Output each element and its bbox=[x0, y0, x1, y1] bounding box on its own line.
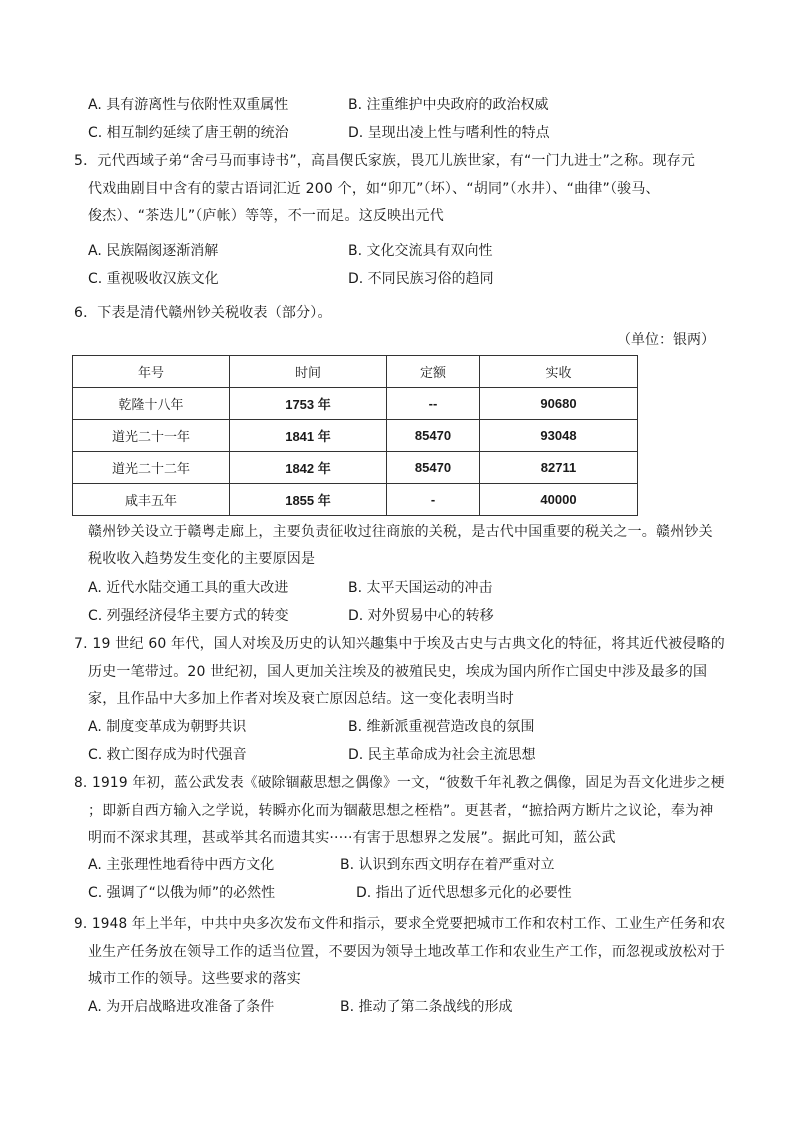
q5-option-a: A. 民族隔阂逐渐消解 bbox=[88, 243, 219, 259]
q8-option-a: A. 主张理性地看待中西方文化 bbox=[88, 857, 275, 873]
q7-stem-line1: 7. 19 世纪 60 年代，国人对埃及历史的认知兴趣集中于埃及古史与古典文化的特征，将其近代被侵略的 bbox=[74, 636, 725, 652]
q6-after-line1: 赣州钞关设立于赣粤走廊上，主要负责征收过往商旅的关税，是古代中国重要的税关之一。赣州钞关 bbox=[88, 524, 713, 540]
q6-option-a: A. 近代水陆交通工具的重大改进 bbox=[88, 580, 289, 596]
q6-unit-label: （单位：银两） bbox=[617, 332, 715, 348]
table-cell-era: 道光二十一年 bbox=[73, 420, 230, 452]
table-header-cell: 定额 bbox=[387, 356, 480, 388]
table-cell-actual: 40000 bbox=[480, 484, 638, 516]
table-row bbox=[73, 388, 638, 420]
q9-option-a: A. 为开启战略进攻准备了条件 bbox=[88, 999, 275, 1015]
table-cell-quota: 85470 bbox=[387, 452, 480, 484]
table-header-row bbox=[73, 356, 638, 388]
q9-option-b: B. 推动了第二条战线的形成 bbox=[340, 999, 513, 1015]
q7-stem-line2: 历史一笔带过。20 世纪初，国人更加关注埃及的被殖民史，埃成为国内所作亡国史中涉及最多的国 bbox=[88, 664, 708, 680]
table-row bbox=[73, 452, 638, 484]
table-cell-era: 道光二十二年 bbox=[73, 452, 230, 484]
q6-option-d: D. 对外贸易中心的转移 bbox=[348, 608, 494, 624]
table-header-cell: 实收 bbox=[480, 356, 638, 388]
q4-option-a: A. 具有游离性与依附性双重属性 bbox=[88, 97, 289, 113]
table-row bbox=[73, 420, 638, 452]
table-cell-year: 1855 年 bbox=[230, 484, 387, 516]
table-cell-quota: - bbox=[387, 484, 480, 516]
table-cell-actual: 90680 bbox=[480, 388, 638, 420]
q4-option-c: C. 相互制约延续了唐王朝的统治 bbox=[88, 125, 289, 141]
q6-option-c: C. 列强经济侵华主要方式的转变 bbox=[88, 608, 289, 624]
q7-stem-line3: 家，且作品中大多加上作者对埃及衰亡原因总结。这一变化表明当时 bbox=[88, 691, 514, 707]
q5-stem-line1: 5．元代西域子弟“舍弓马而事诗书”，高昌偰氏家族，畏兀儿族世家，有“一门九进士”之称。现存元 bbox=[74, 153, 696, 169]
q4-option-b: B. 注重维护中央政府的政治权威 bbox=[348, 97, 549, 113]
table-cell-quota: -- bbox=[387, 388, 480, 420]
table-row bbox=[73, 484, 638, 516]
q5-stem-line2: 代戏曲剧目中含有的蒙古语词汇近 200 个，如“卯兀”（坏）、“胡同”（水井）、“曲律”（骏马、 bbox=[88, 181, 660, 197]
q9-stem-line1: 9. 1948 年上半年，中共中央多次发布文件和指示，要求全党要把城市工作和农村工作、工业生产任务和农 bbox=[74, 916, 726, 932]
table-cell-year: 1841 年 bbox=[230, 420, 387, 452]
table-cell-year: 1842 年 bbox=[230, 452, 387, 484]
q7-option-d: D. 民主革命成为社会主流思想 bbox=[348, 747, 536, 763]
q5-stem-line3: 俊杰）、“茶迭儿”（庐帐）等等，不一而足。这反映出元代 bbox=[88, 208, 444, 224]
table-cell-actual: 82711 bbox=[480, 452, 638, 484]
q5-option-d: D. 不同民族习俗的趋同 bbox=[348, 271, 494, 287]
table-cell-era: 咸丰五年 bbox=[73, 484, 230, 516]
table-cell-era: 乾隆十八年 bbox=[73, 388, 230, 420]
q6-stem: 6．下表是清代赣州钞关税收表（部分）。 bbox=[74, 305, 332, 321]
q5-option-b: B. 文化交流具有双向性 bbox=[348, 243, 493, 259]
q5-option-c: C. 重视吸收汉族文化 bbox=[88, 271, 219, 287]
q4-option-d: D. 呈现出凌上性与嗜利性的特点 bbox=[348, 125, 550, 141]
table-cell-year: 1753 年 bbox=[230, 388, 387, 420]
q9-stem-line2: 业生产任务放在领导工作的适当位置，不要因为领导土地改革工作和农业生产工作，而忽视或放松对于 bbox=[88, 944, 726, 960]
q9-stem-line3: 城市工作的领导。这些要求的落实 bbox=[88, 971, 301, 987]
table-header-cell: 年号 bbox=[73, 356, 230, 388]
q7-option-b: B. 维新派重视营造改良的氛围 bbox=[348, 719, 535, 735]
q8-stem-line1: 8. 1919 年初，蓝公武发表《破除锢蔽思想之偶像》一文，“彼数千年礼教之偶像，固足为吾文化进步之梗 bbox=[74, 775, 725, 791]
q6-option-b: B. 太平天国运动的冲击 bbox=[348, 580, 493, 596]
table-cell-actual: 93048 bbox=[480, 420, 638, 452]
table-header-cell: 时间 bbox=[230, 356, 387, 388]
q8-option-b: B. 认识到东西文明存在着严重对立 bbox=[340, 857, 555, 873]
q8-option-d: D. 指出了近代思想多元化的必要性 bbox=[356, 885, 572, 901]
q7-option-a: A. 制度变革成为朝野共识 bbox=[88, 719, 247, 735]
tax-table bbox=[72, 355, 638, 516]
table-cell-quota: 85470 bbox=[387, 420, 480, 452]
q8-stem-line3: 明而不深求其理，甚或举其名而遗其实·····有害于思想界之发展”。据此可知，蓝公武 bbox=[88, 830, 616, 846]
q8-stem-line2: ；即新自西方输入之学说，转瞬亦化而为锢蔽思想之桎梏”。更甚者，“摭拾两方断片之议论，奉为神 bbox=[88, 803, 714, 819]
q6-after-line2: 税收收入趋势发生变化的主要原因是 bbox=[88, 551, 316, 567]
q7-option-c: C. 救亡图存成为时代强音 bbox=[88, 747, 247, 763]
q8-option-c: C. 强调了“以俄为师”的必然性 bbox=[88, 885, 276, 901]
